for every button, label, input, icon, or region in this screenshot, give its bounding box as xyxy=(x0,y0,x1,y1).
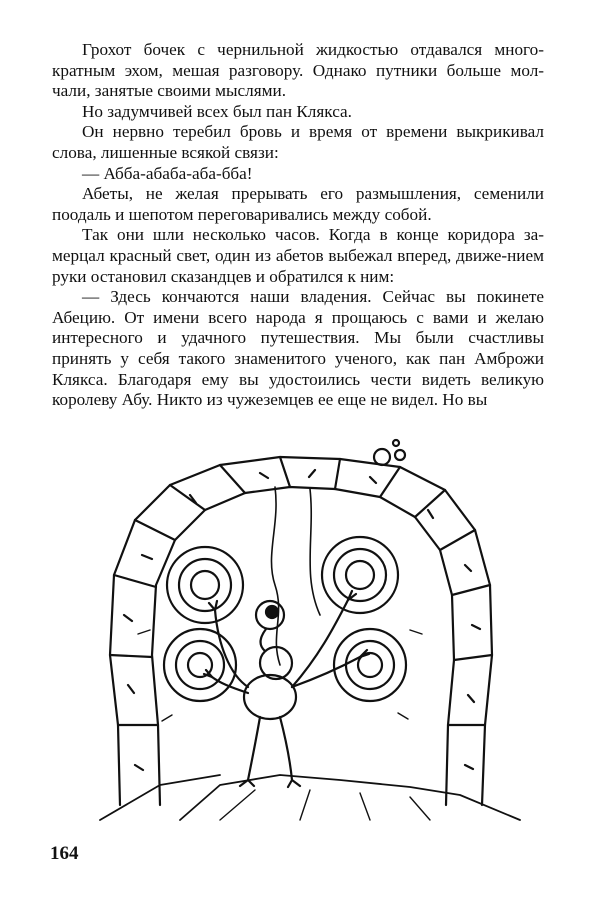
body-text xyxy=(52,40,544,411)
paragraph: — Здесь кончаются наши владения. Сейчас вы покинете Абецию. От имени всего народа я прощаюсь с вами и желаю интересного и удачного путешествия. Мы были счастливы принять у себя такого знаменитого ученого, как пан Амброжи Клякса. Благодаря ему вы удостоились чести видеть великую королеву Абу. Никто из чужеземцев ее еще не видел. Но вы xyxy=(52,287,544,410)
paragraph: Он нервно теребил бровь и время от времени выкрикивал слова, лишенные всякой связи: xyxy=(52,122,544,162)
paragraph: Грохот бочек с чернильной жидкостью отдавался много-кратным эхом, мешая разговору. Однако путники больше мол-чали, занятые своими мыслями. xyxy=(52,40,544,101)
illustration-abet-in-stone-arch xyxy=(80,425,540,825)
paragraph: Абеты, не желая прерывать его размышления, семенили поодаль и шепотом переговаривались между собой. xyxy=(52,184,544,224)
paragraph: — Абба-абаба-аба-бба! xyxy=(82,163,253,183)
paragraph: Но задумчивей всех был пан Клякса. xyxy=(82,101,352,121)
page-number: 164 xyxy=(50,843,79,864)
paragraph: Так они шли несколько часов. Когда в конце коридора за-мерцал красный свет, один из абетов выбежал вперед, движе-нием руки остановил сказандцев и обратился к ним: xyxy=(52,225,544,286)
